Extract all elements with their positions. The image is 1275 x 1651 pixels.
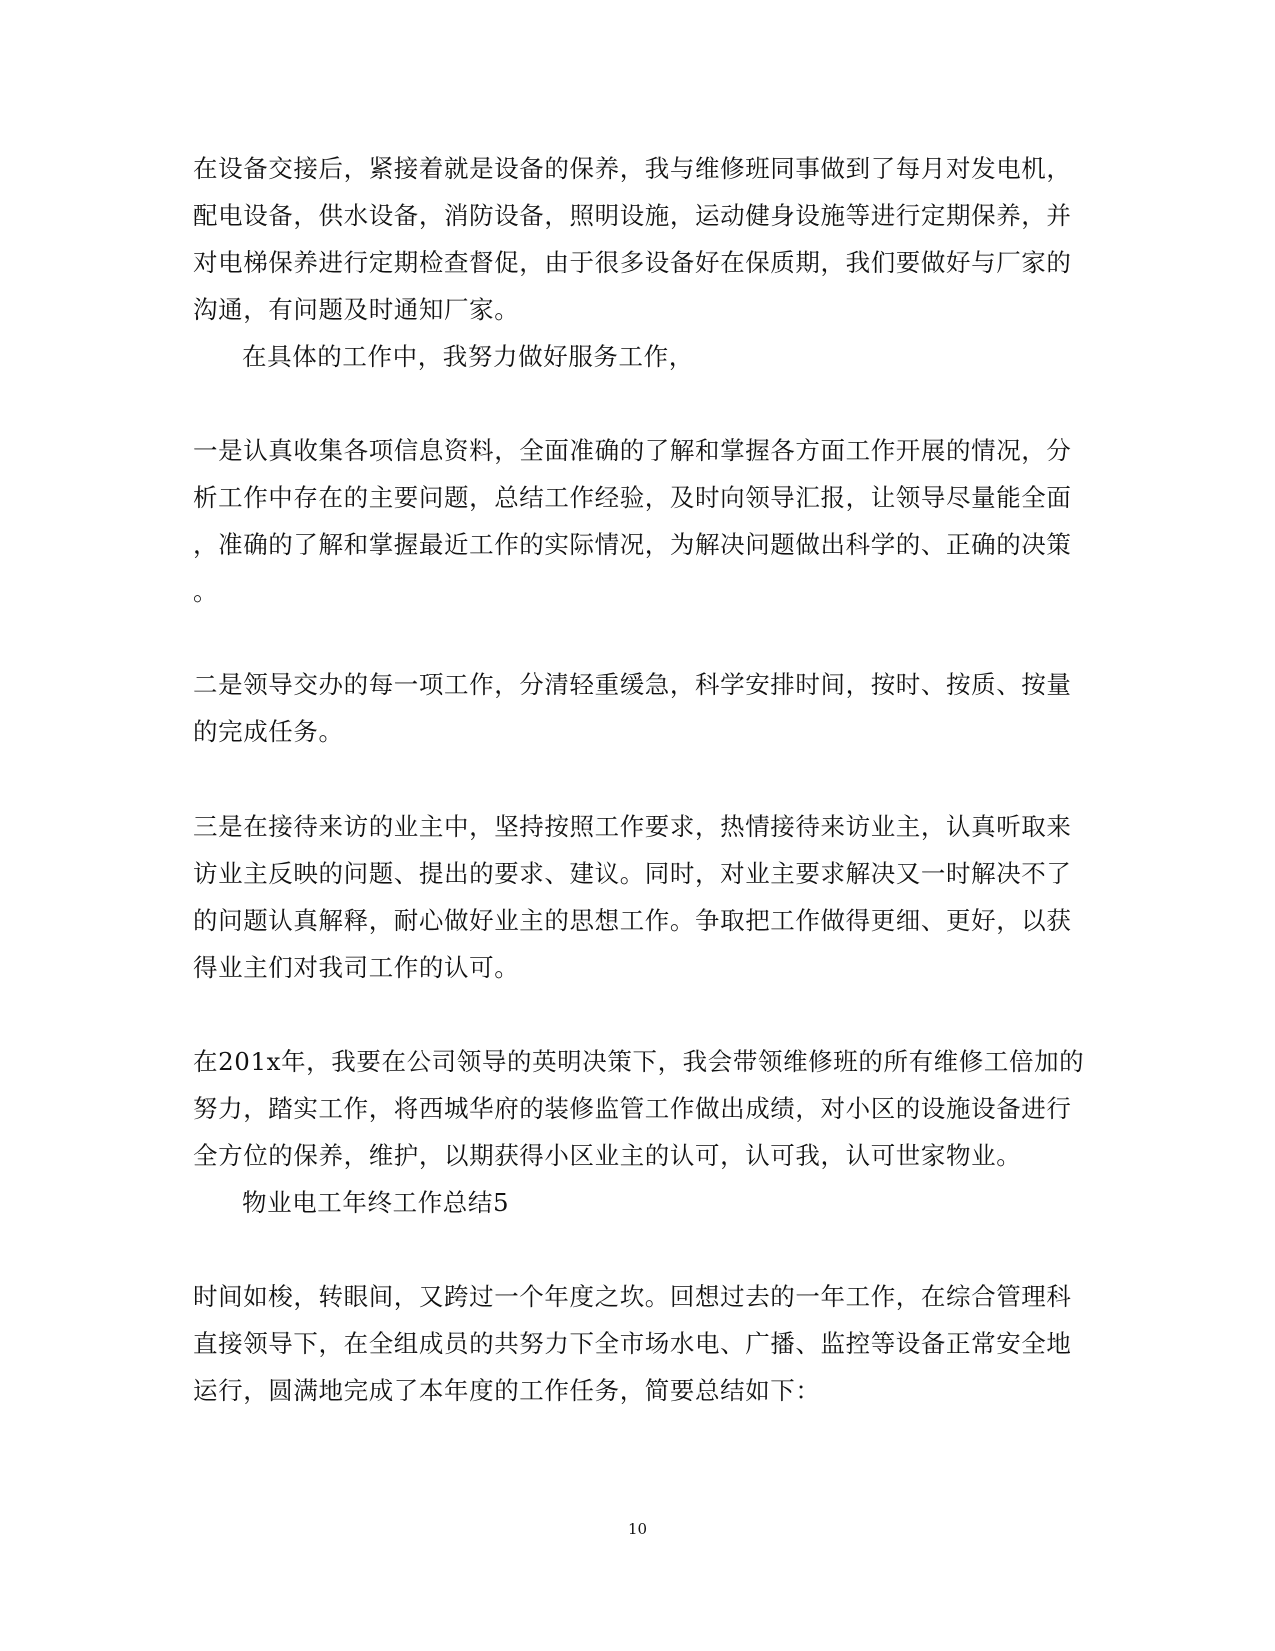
text-line: 直接领导下，在全组成员的共努力下全市场水电、广播、监控等设备正常安全地 [193, 1329, 1072, 1358]
text-line: 析工作中存在的主要问题，总结工作经验，及时向领导汇报，让领导尽量能全面 [193, 483, 1072, 512]
text-line: 时间如梭，转眼间，又跨过一个年度之坎。回想过去的一年工作，在综合管理科 [193, 1282, 1072, 1311]
text-line: 的问题认真解释，耐心做好业主的思想工作。争取把工作做得更细、更好，以获 [193, 906, 1072, 935]
text-line: 在具体的工作中，我努力做好服务工作， [242, 342, 694, 371]
text-line: 对电梯保养进行定期检查督促，由于很多设备好在保质期，我们要做好与厂家的 [193, 248, 1072, 277]
text-line: 一是认真收集各项信息资料，全面准确的了解和掌握各方面工作开展的情况，分 [193, 436, 1072, 465]
text-line: 。 [193, 577, 219, 606]
section-heading: 物业电工年终工作总结5 [242, 1188, 510, 1217]
text-line: 运行，圆满地完成了本年度的工作任务，简要总结如下： [193, 1376, 821, 1405]
text-line: 二是领导交办的每一项工作，分清轻重缓急，科学安排时间，按时、按质、按量 [193, 670, 1072, 699]
text-line: 在201x年，我要在公司领导的英明决策下，我会带领维修班的所有维修工倍加的 [193, 1047, 1085, 1076]
text-line: 得业主们对我司工作的认可。 [193, 953, 520, 982]
text-line: 沟通，有问题及时通知厂家。 [193, 295, 520, 324]
text-line: ，准确的了解和掌握最近工作的实际情况，为解决问题做出科学的、正确的决策 [193, 530, 1072, 559]
text-line: 努力，踏实工作，将西城华府的装修监管工作做出成绩，对小区的设施设备进行 [193, 1094, 1072, 1123]
text-line: 全方位的保养，维护，以期获得小区业主的认可，认可我，认可世家物业。 [193, 1141, 1022, 1170]
text-line: 的完成任务。 [193, 717, 344, 746]
text-line: 三是在接待来访的业主中，坚持按照工作要求，热情接待来访业主，认真听取来 [193, 812, 1072, 841]
text-line: 配电设备，供水设备，消防设备，照明设施，运动健身设施等进行定期保养，并 [193, 201, 1072, 230]
text-line: 在设备交接后，紧接着就是设备的保养，我与维修班同事做到了每月对发电机， [193, 154, 1072, 183]
page-number: 10 [627, 1520, 648, 1538]
text-line: 访业主反映的问题、提出的要求、建议。同时，对业主要求解决又一时解决不了 [193, 859, 1072, 888]
